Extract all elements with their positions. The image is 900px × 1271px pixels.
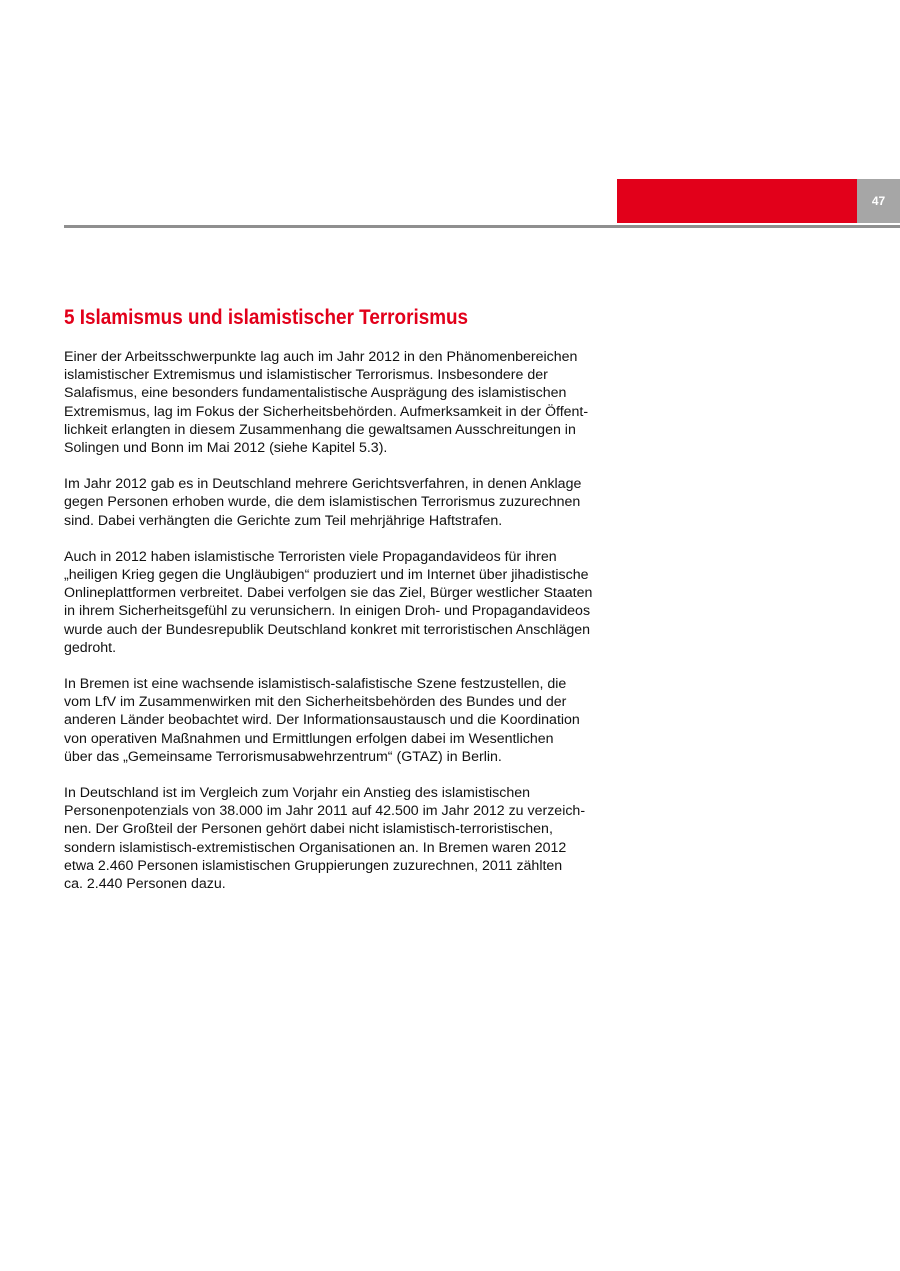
text-line: vom LfV im Zusammenwirken mit den Sicherheitsbehörden des Bundes und der	[64, 694, 567, 711]
text-line: wurde auch der Bundesrepublik Deutschland konkret mit terroristischen Anschlägen	[64, 621, 591, 638]
text-line: Salafismus, eine besonders fundamentalistische Ausprägung des islamistischen	[64, 385, 567, 402]
text-line: sondern islamistisch-extremistischen Organisationen an. In Bremen waren 2012	[64, 839, 567, 856]
section-title: 5 Islamismus und islamistischer Terrorismus	[64, 306, 469, 329]
text-line: ca. 2.440 Personen dazu.	[64, 876, 226, 893]
text-line: sind. Dabei verhängten die Gerichte zum Teil mehrjährige Haftstrafen.	[64, 512, 503, 529]
text-line: „heiligen Krieg gegen die Ungläubigen“ produziert und im Internet über jihadistische	[64, 567, 589, 584]
paragraph-3	[64, 548, 624, 657]
page-number: 47	[857, 179, 900, 223]
paragraph-4	[64, 675, 624, 766]
paragraph-5	[64, 784, 624, 893]
text-line: gedroht.	[64, 639, 117, 656]
paragraph-1	[64, 348, 624, 457]
header-accent-bar	[617, 179, 857, 223]
paragraph-2	[64, 475, 624, 530]
text-line: Im Jahr 2012 gab es in Deutschland mehrere Gerichtsverfahren, in denen Anklage	[64, 476, 582, 493]
text-line: Personenpotenzials von 38.000 im Jahr 2011 auf 42.500 im Jahr 2012 zu verzeich-	[64, 803, 586, 820]
text-line: Solingen und Bonn im Mai 2012 (siehe Kapitel 5.3).	[64, 440, 388, 457]
text-line: lichkeit erlangten in diesem Zusammenhang die gewaltsamen Ausschreitungen in	[64, 421, 576, 438]
text-line: über das „Gemeinsame Terrorismusabwehrzentrum“ (GTAZ) in Berlin.	[64, 748, 502, 765]
text-line: Einer der Arbeitsschwerpunkte lag auch im Jahr 2012 in den Phänomenbereichen	[64, 349, 578, 365]
text-line: Extremismus, lag im Fokus der Sicherheitsbehörden. Aufmerksamkeit in der Öffent-	[64, 403, 589, 420]
text-line: Auch in 2012 haben islamistische Terroristen viele Propagandavideos für ihren	[64, 548, 557, 565]
text-line: Onlineplattformen verbreitet. Dabei verfolgen sie das Ziel, Bürger westlicher Staaten	[64, 585, 593, 602]
text-line: etwa 2.460 Personen islamistischen Gruppierungen zuzurechnen, 2011 zählten	[64, 857, 563, 874]
header-divider	[64, 225, 900, 228]
text-line: in ihrem Sicherheitsgefühl zu verunsichern. In einigen Droh- und Propagandavideos	[64, 603, 591, 620]
text-line: In Deutschland ist im Vergleich zum Vorjahr ein Anstieg des islamistischen	[64, 785, 531, 802]
text-line: islamistischer Extremismus und islamistischer Terrorismus. Insbesondere der	[64, 367, 548, 384]
text-line: In Bremen ist eine wachsende islamistisch-salafistische Szene festzustellen, die	[64, 676, 567, 693]
body-text	[64, 348, 624, 911]
text-line: anderen Länder beobachtet wird. Der Informationsaustausch und die Koordination	[64, 712, 580, 729]
text-line: nen. Der Großteil der Personen gehört dabei nicht islamistisch-terroristischen,	[64, 821, 553, 838]
text-line: gegen Personen erhoben wurde, die dem islamistischen Terrorismus zuzurechnen	[64, 494, 581, 511]
text-line: von operativen Maßnahmen und Ermittlungen erfolgen dabei im Wesentlichen	[64, 730, 554, 747]
